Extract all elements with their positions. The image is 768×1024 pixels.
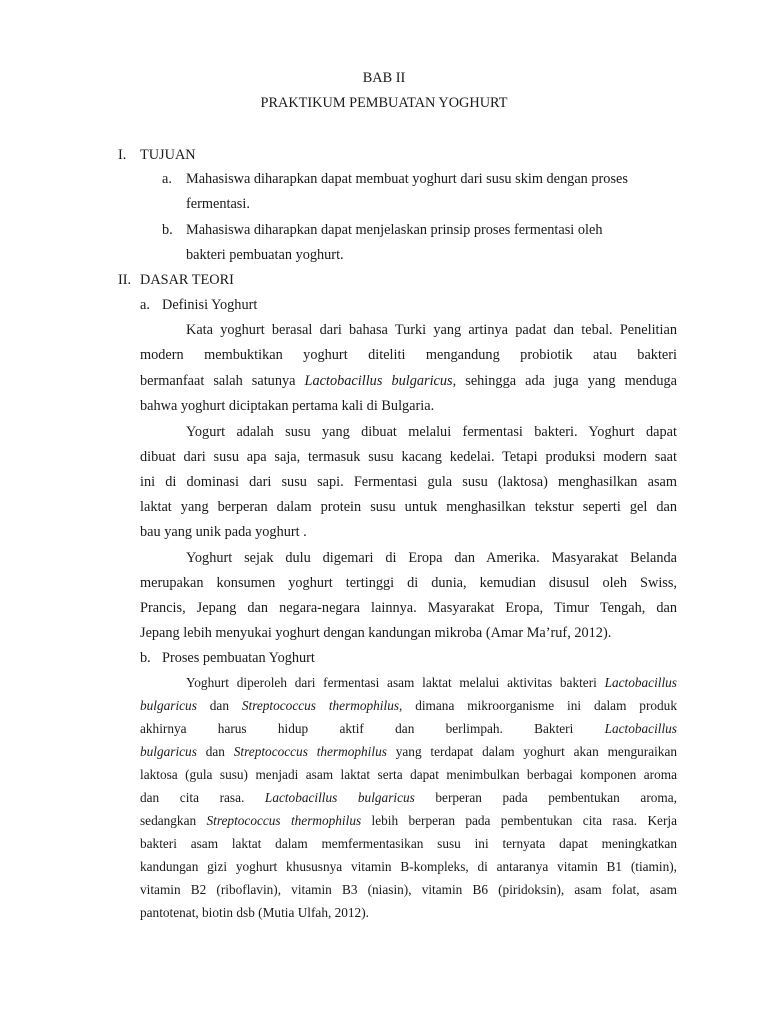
paragraph-line: bakteri asam laktat dalam memfermentasikan susu ini ternyata dapat meningkatkan (140, 836, 677, 851)
section-heading-dasar-teori: DASAR TEORI (140, 272, 234, 288)
section-number-2: II. (118, 272, 132, 288)
paragraph-line: bau yang unik pada yoghurt . (140, 524, 307, 540)
paragraph-line: pantotenat, biotin dsb (Mutia Ulfah, 2012). (140, 905, 369, 920)
list-item-text: Mahasiswa diharapkan dapat membuat yoghurt dari susu skim dengan proses (186, 171, 628, 187)
paragraph-line: sedangkan Streptococcus thermophilus lebih berperan pada pembentukan cita rasa. Kerja (140, 813, 677, 828)
subsection-label-a: a. (140, 297, 150, 313)
paragraph-line: Yoghurt diperoleh dari fermentasi asam laktat melalui aktivitas bakteri Lactobacillus (186, 675, 677, 690)
list-label-a: a. (162, 171, 172, 187)
paragraph-line: Jepang lebih menyukai yoghurt dengan kandungan mikroba (Amar Ma’ruf, 2012). (140, 625, 612, 641)
species-name: Streptococcus thermophilus (241, 698, 400, 713)
species-name: bulgaricus (140, 698, 197, 713)
section-heading-tujuan: TUJUAN (140, 147, 196, 163)
paragraph-line: merupakan konsumen yoghurt tertinggi di dunia, kemudian disusul oleh Swiss, (140, 575, 677, 591)
species-name: Lactobacillus (604, 675, 677, 690)
paragraph-line: Prancis, Jepang dan negara-negara lainnya. Masyarakat Eropa, Timur Tengah, dan (140, 600, 677, 616)
paragraph-line: dan cita rasa. Lactobacillus bulgaricus berperan pada pembentukan aroma, (140, 790, 677, 805)
species-name: bulgaricus (140, 744, 197, 759)
paragraph-line: bahwa yoghurt diciptakan pertama kali di Bulgaria. (140, 398, 435, 414)
paragraph-line: dibuat dari susu apa saja, termasuk susu kacang kedelai. Tetapi produksi modern saat (140, 449, 677, 465)
species-name: Streptococcus thermophilus (233, 744, 387, 759)
species-name: Streptococcus thermophilus (206, 813, 362, 828)
list-item-text: fermentasi. (186, 196, 250, 212)
species-name: Lactobacillus bulgaricus (264, 790, 415, 805)
paragraph-line: kandungan gizi yoghurt khususnya vitamin B-kompleks, di antaranya vitamin B1 (tiamin), (140, 859, 677, 874)
paragraph-line: modern membuktikan yoghurt diteliti mengandung probiotik atau bakteri (140, 347, 677, 363)
chapter-label: BAB II (362, 70, 406, 86)
paragraph-line: ini di dominasi dari susu sapi. Fermentasi gula susu (laktosa) menghasilkan asam (140, 474, 677, 490)
paragraph-line: Yogurt adalah susu yang dibuat melalui fermentasi bakteri. Yoghurt dapat (186, 424, 677, 440)
list-item-text: bakteri pembuatan yoghurt. (186, 247, 344, 263)
paragraph-line: bermanfaat salah satunya Lactobacillus bulgaricus, sehingga ada juga yang menduga (140, 373, 677, 389)
paragraph-line: bulgaricus dan Streptococcus thermophilus yang terdapat dalam yoghurt akan menguraikan (140, 744, 677, 759)
paragraph-line: laktosa (gula susu) menjadi asam laktat serta dapat menimbulkan berbagai komponen aroma (140, 767, 677, 782)
list-item-text: Mahasiswa diharapkan dapat menjelaskan prinsip proses fermentasi oleh (186, 222, 603, 238)
section-number-1: I. (118, 147, 127, 163)
paragraph-line: vitamin B2 (riboflavin), vitamin B3 (niasin), vitamin B6 (piridoksin), asam folat, asam (140, 882, 677, 897)
paragraph-line: bulgaricus dan Streptococcus thermophilus, dimana mikroorganisme ini dalam produk (140, 698, 677, 713)
chapter-title: PRAKTIKUM PEMBUATAN YOGHURT (260, 95, 508, 111)
paragraph-line: Kata yoghurt berasal dari bahasa Turki yang artinya padat dan tebal. Penelitian (186, 322, 677, 338)
species-name: Lactobacillus (604, 721, 677, 736)
subsection-title-definisi: Definisi Yoghurt (162, 297, 258, 313)
paragraph-line: akhirnya harus hidup aktif dan berlimpah. Bakteri Lactobacillus (140, 721, 677, 736)
list-label-b: b. (162, 222, 173, 238)
paragraph-line: laktat yang berperan dalam protein susu untuk menghasilkan tekstur seperti gel dan (140, 499, 677, 515)
subsection-title-proses: Proses pembuatan Yoghurt (162, 650, 315, 666)
species-name: Lactobacillus bulgaricus (304, 373, 453, 389)
paragraph-line: Yoghurt sejak dulu digemari di Eropa dan Amerika. Masyarakat Belanda (186, 550, 677, 566)
subsection-label-b: b. (140, 650, 151, 666)
